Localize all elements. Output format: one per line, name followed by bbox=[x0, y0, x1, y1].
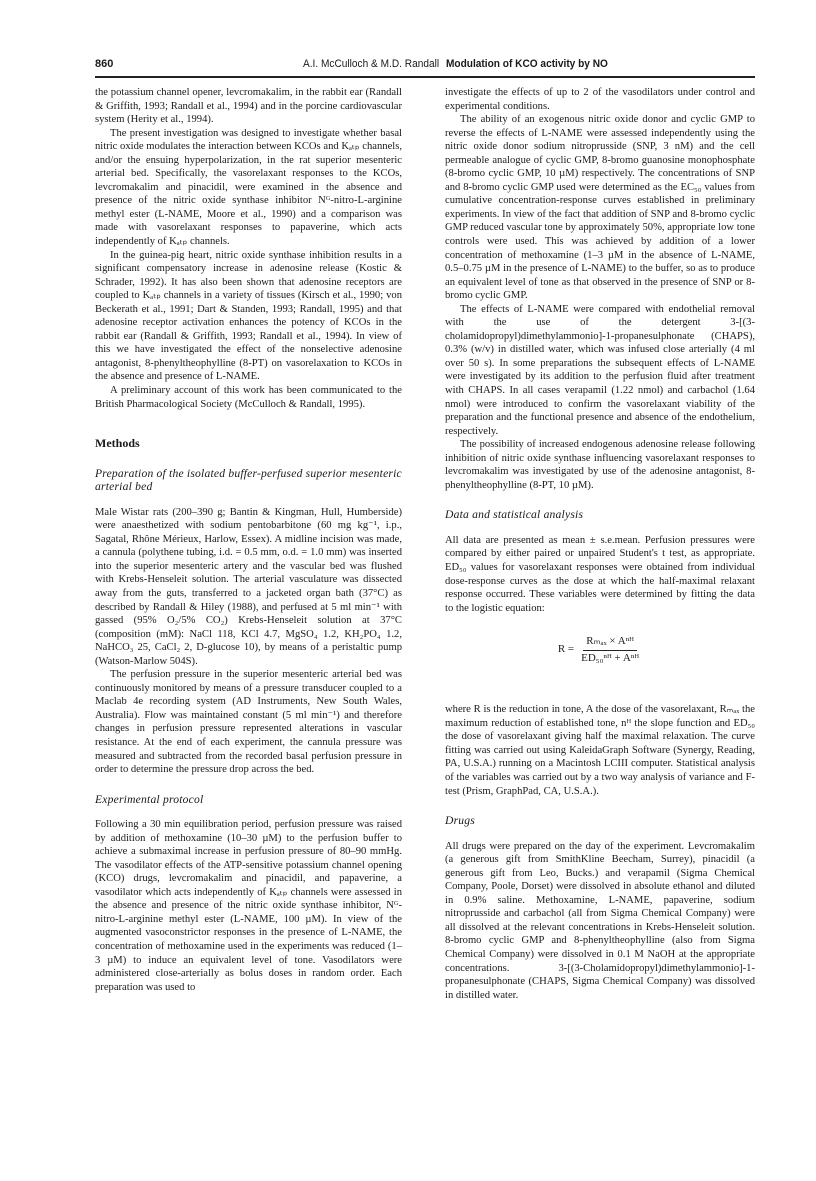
page-number: 860 bbox=[95, 58, 114, 70]
protocol-paragraph-3: The effects of L-NAME were compared with endothelial removal with the use of the detergent 3-[(3-cholamidopropyl)dimethylammonio]-1-propanesulphonate (CHAPS), 0.3% (w/v) in distilled water, which was infused close arterially (4 ml over 50 s). In some preparations the subsequent effects of L-NAME were investigated by its addition to the perfusion fluid after treatment with CHAPS. In all cases verapamil (1.22 nmol) and carbachol (1.64 nmol) were introduced to confirm the vasorelaxant viability of the preparation and the functional presence and absence of the endothelium, respectively. bbox=[445, 303, 755, 437]
running-authors: A.I. McCulloch & M.D. Randall bbox=[303, 58, 440, 70]
preparation-subheading: Preparation of the isolated buffer-perfused superior mesenteric arterial bed bbox=[95, 466, 402, 494]
running-title: Modulation of KCO activity by NO bbox=[446, 58, 608, 70]
equation-fraction bbox=[578, 635, 642, 665]
protocol-subheading: Experimental protocol bbox=[95, 792, 204, 806]
protocol-paragraph-4: The possibility of increased endogenous adenosine release following inhibition of nitric oxide synthase influencing vasorelaxant responses to levcromakalim was investigated by use of the adenosine antagonist, 8-phenyltheophylline (8-PT, 10 µM). bbox=[445, 439, 755, 491]
equation-lhs: R = bbox=[557, 643, 575, 656]
statistics-subheading: Data and statistical analysis bbox=[445, 508, 584, 522]
intro-paragraph-3: In the guinea-pig heart, nitric oxide synthase inhibition results in a significant compensatory increase in adenosine release (Kostic & Schrader, 1992). It has also been shown that adenosine receptors are coupled to Kₐₜₚ channels in a variety of tissues (Kirsch et al., 1990; von Beckerath et al., 1991; Dart & Standen, 1993; Randall, 1995) and that adenosine receptor activation enhances the potency of KCOs in the rabbit ear (Randall & Griffith, 1993; Randall et al., 1994). In view of this we have investigated the effect of the nonselective adenosine antagonist, 8-phenyltheophylline (8-PT) on vasorelaxation to KCOs in the absence and presence of L-NAME. bbox=[95, 249, 402, 383]
logistic-equation bbox=[445, 635, 755, 665]
protocol-paragraph-2: The ability of an exogenous nitric oxide donor and cyclic GMP to reverse the effects of L-NAME were assessed independently using the nitric oxide donor sodium nitroprusside (SNP, 3 nM) and the cell permeable analogue of cyclic GMP, 8-bromo guanosine monophosphate (8-bromo cyclic GMP, 10 µM) respectively. The concentrations of SNP and 8-bromo cyclic GMP used were determined as the EC₅₀ values from cumulative concentration-response curves established in preliminary experiments. In view of the fact that addition of SNP and 8-bromo cyclic GMP reduced vascular tone by approximately 50%, appropriate low tone controls were used. This was achieved by addition of a lower concentration of methoxamine (1–3 µM in the absence of L-NAME, 0.5–0.75 µM in the presence of L-NAME) to the buffer, so as to produce an equivalent level of tone as that observed in the presence of SNP or 8-bromo cyclic GMP. bbox=[445, 114, 755, 302]
protocol-continuation: investigate the effects of up to 2 of the vasodilators under control and experimental conditions. bbox=[445, 87, 755, 112]
running-header bbox=[95, 56, 755, 78]
intro-paragraph-2: The present investigation was designed to investigate whether basal nitric oxide modulates the interaction between KCOs and Kₐₜₚ channels, and/or the ensuing hyperpolarization, in the rat superior mesenteric arterial bed. Specifically, the vasorelaxant responses to the KCOs, levcromakalim and pinacidil, were examined in the absence and presence of the nitric oxide synthase inhibitor Nᴳ-nitro-L-arginine methyl ester (L-NAME, Moore et al., 1990) and a comparison was made with vasorelaxant responses to papaverine, which acts independently of Kₐₜₚ channels. bbox=[95, 127, 402, 248]
protocol-paragraph-1: Following a 30 min equilibration period, perfusion pressure was raised by addition of methoxamine (10–30 µM) to the perfusion buffer to achieve a submaximal increase in perfusion pressure of 80–90 mmHg. The vasodilator effects of the ATP-sensitive potassium channel opening (KCO) drugs, levcromakalim and pinacidil, and papaverine, a vasodilator which acts independently of Kₐₜₚ channels were assessed in the absence and presence of the nitric oxide synthase inhibitor, Nᴳ-nitro-L-arginine methyl ester (L-NAME, 100 µM). In view of the augmented vasoconstrictor responses in the presence of L-NAME, the concentration of methoxamine used in the experiments was reduced (1–3 µM) to induce an equivalent level of tone. Vasodilators were administered close-arterially as bolus doses in random order. Each preparation was used to bbox=[95, 819, 402, 993]
paper-page bbox=[95, 56, 755, 1001]
methods-heading: Methods bbox=[95, 436, 140, 451]
intro-continuation: the potassium channel opener, levcromakalim, in the rabbit ear (Randall & Griffith, 1993; Randall et al., 1994) and in the porcine cardiovascular system (Herity et al., 1994). bbox=[95, 87, 402, 126]
equation-denominator: ED₅₀ⁿᴴ + Aⁿᴴ bbox=[581, 651, 640, 664]
preparation-paragraph-2: The perfusion pressure in the superior mesenteric arterial bed was continuously monitored by means of a pressure transducer coupled to a Maclab 4e recording system (AD Instruments, New South Wales, Australia). Flow was maintained constant (5 ml min⁻¹) and therefore changes in perfusion pressure represented alterations in vascular resistance. At the end of each experiment, the cannula pressure was measured and subtracted from the recorded basal perfusion pressure in order to determine the pressure drop across the bed. bbox=[95, 669, 402, 776]
statistics-paragraph-1: All data are presented as mean ± s.e.mean. Perfusion pressures were compared by either paired or unpaired Student's t test, as appropriate. ED₅₀ values for vasorelaxant responses were obtained from individual dose-response curves as the dose at which the half-maximal relaxant response occurred. These variables were determined by fitting the data to the logistic equation: bbox=[445, 534, 755, 614]
drugs-paragraph: All drugs were prepared on the day of the experiment. Levcromakalim (a generous gift from SmithKline Beecham, Surrey), pinacidil (a generous gift from Leo, Bucks.) and verapamil (Sigma Chemical Company, Poole, Dorset) were dissolved in absolute ethanol and diluted in 0.9% saline. Methoxamine, L-NAME, papaverine, sodium nitroprusside and carbachol (all from Sigma Chemical Company) were all dissolved at the relevant concentrations in Krebs-Henseleit solution. 8-bromo cyclic GMP and 8-phenyltheophylline (also from Sigma Chemical Company) were dissolved in 0.1 M NaOH at the appropriate concentrations. 3-[(3-Cholamidopropyl)dimethylammonio]-1-propanesulphonate (CHAPS, Sigma Chemical Company) was dissolved in distilled water. bbox=[445, 840, 755, 1001]
preparation-paragraph-1: Male Wistar rats (200–390 g; Bantin & Kingman, Hull, Humberside) were anaesthetized with sodium pentobarbitone (60 mg kg⁻¹, i.p., Sagatal, Rhône Mérieux, Harlow, Essex). A midline incision was made, a cannula (polythene tubing, i.d. = 0.5 mm, o.d. = 1.0 mm) was inserted into the superior mesenteric artery and the vascular bed was flushed with Krebs-Henseleit solution. The arterial vasculature was dissected away from the guts, transferred to a jacketed organ bath (37°C) as described by Randall & Hiley (1988), and perfused at 5 ml min⁻¹ with gassed (95% O₂/5% CO₂) Krebs-Henseleit solution at 37°C (composition (mM): NaCl 118, KCl 4.7, MgSO₄ 1.2, KH₂PO₄ 1.2, NaHCO₃ 25, CaCl₂ 2, D-glucose 10), by means of a peristaltic pump (Watson-Marlow 504S). bbox=[95, 506, 402, 667]
equation-numerator: Rₘₐₓ × Aⁿᴴ bbox=[583, 635, 637, 651]
drugs-subheading: Drugs bbox=[445, 814, 475, 828]
right-column bbox=[445, 86, 755, 1002]
statistics-paragraph-2: where R is the reduction in tone, A the dose of the vasorelaxant, Rₘₐₓ the maximum reduction of established tone, nᴴ the slope function and ED₅₀ the dose of vasorelaxant giving half the maximal relaxation. The curve fitting was carried out using KaleidaGraph Software (Synergy, Reading, PA, U.S.A.) running on a Macintosh LCIII computer. Statistical analysis of the variables was carried out by a two way analysis of variance and F-test (Prism, GraphPad, CA, U.S.A.). bbox=[445, 704, 755, 797]
left-column bbox=[95, 86, 402, 994]
intro-paragraph-4: A preliminary account of this work has been communicated to the British Pharmacological Society (McCulloch & Randall, 1995). bbox=[95, 385, 402, 410]
